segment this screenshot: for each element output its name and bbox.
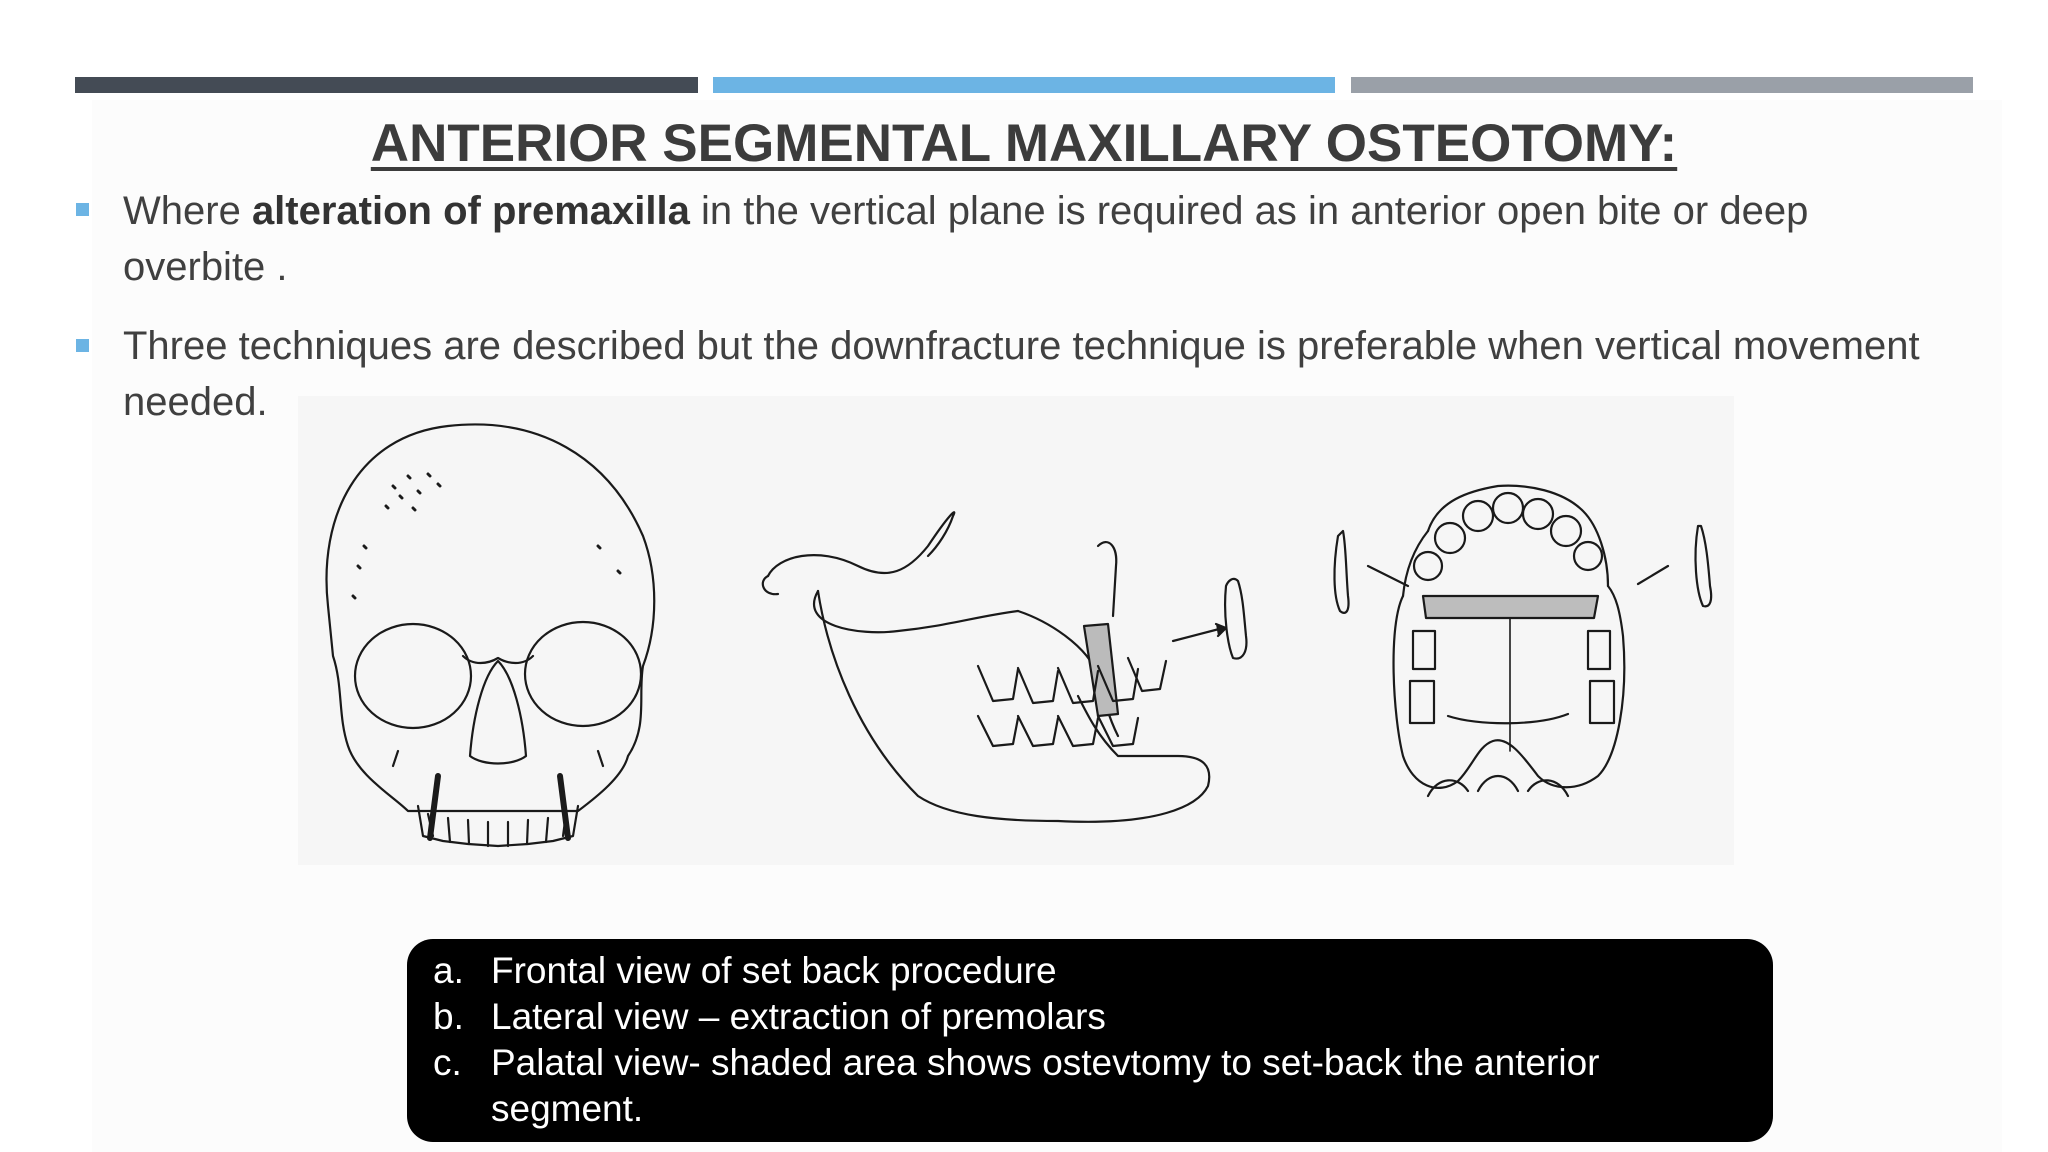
- bullet-1-line-2: overbite .: [123, 245, 288, 289]
- top-accent-bar-blue: [713, 77, 1335, 93]
- caption-item-b: [433, 994, 1106, 1040]
- caption-item-a: [433, 948, 1057, 994]
- top-accent-bar-gray: [1351, 77, 1973, 93]
- frontal-skull-drawing: [327, 424, 655, 846]
- slide-title: ANTERIOR SEGMENTAL MAXILLARY OSTEOTOMY:: [370, 114, 1678, 173]
- caption-letter: c.: [433, 1042, 462, 1083]
- bullet-2-line-1: Three techniques are described but the downfracture technique is preferable when vertical movement: [123, 324, 1920, 368]
- palatal-view-drawing: [1334, 486, 1711, 796]
- bullet-1-text-pre: Where: [123, 189, 252, 233]
- bullet-1-text-post: in the vertical plane is required as in anterior open bite or deep: [689, 189, 1809, 233]
- bullet-2-line-2: needed.: [123, 380, 268, 424]
- caption-item-c: [433, 1040, 1600, 1086]
- bullet-marker: [76, 203, 89, 216]
- caption-text: Palatal view- shaded area shows ostevtomy to set-back the anterior: [491, 1042, 1600, 1083]
- caption-letter: b.: [433, 996, 464, 1037]
- osteotomy-figure: [298, 396, 1734, 865]
- top-accent-bar-dark: [75, 77, 698, 93]
- bullet-1-text-bold: alteration of premaxilla: [251, 189, 690, 233]
- caption-letter: a.: [433, 950, 464, 991]
- caption-text: Lateral view – extraction of premolars: [491, 996, 1106, 1037]
- bullet-1-line-1: [123, 183, 1808, 239]
- figure-caption-box: [407, 939, 1773, 1142]
- caption-item-c-continuation: segment.: [491, 1088, 644, 1129]
- lateral-skull-drawing: [763, 512, 1247, 822]
- bullet-marker: [76, 339, 89, 352]
- caption-text: Frontal view of set back procedure: [491, 950, 1057, 991]
